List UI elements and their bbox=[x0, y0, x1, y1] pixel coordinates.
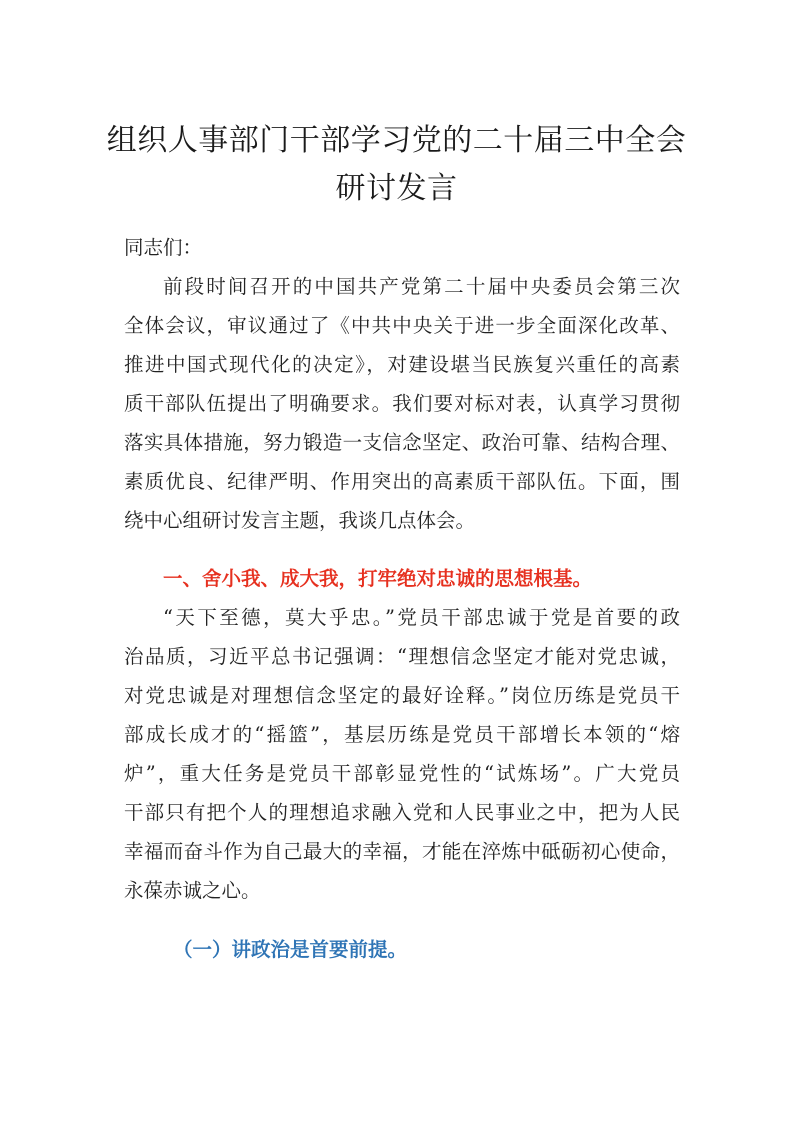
intro-line: 质干部队伍提出了明确要求。我们要对标对表，认真学习贯彻 bbox=[124, 392, 680, 415]
section-1-line: “天下至德，莫大乎忠。”党员干部忠诚于党是首要的政 bbox=[163, 606, 680, 629]
section-1-line: 炉”，重大任务是党员干部彰显党性的“试炼场”。广大党员 bbox=[124, 762, 680, 785]
document-title-line-1: 组织人事部门干部学习党的二十届三中全会 bbox=[106, 123, 687, 158]
salutation: 同志们： bbox=[124, 236, 203, 259]
intro-line: 素质优良、纪律严明、作用突出的高素质干部队伍。下面，围 bbox=[124, 470, 680, 493]
section-1-line: 干部只有把个人的理想追求融入党和人民事业之中，把为人民 bbox=[124, 801, 680, 824]
section-1-line: 幸福而奋斗作为自己最大的幸福，才能在淬炼中砥砺初心使命， bbox=[124, 840, 680, 863]
intro-line: 前段时间召开的中国共产党第二十届中央委员会第三次 bbox=[163, 275, 680, 298]
section-1-line: 永葆赤诚之心。 bbox=[124, 879, 261, 902]
intro-line: 绕中心组研讨发言主题，我谈几点体会。 bbox=[124, 509, 476, 532]
document-title-line-2: 研讨发言 bbox=[335, 171, 458, 206]
subsection-1-heading: （一）讲政治是首要前提。 bbox=[173, 938, 408, 961]
section-1-line: 对党忠诚是对理想信念坚定的最好诠释。”岗位历练是党员干 bbox=[124, 684, 680, 707]
section-1-line: 部成长成才的“摇篮”，基层历练是党员干部增长本领的“熔 bbox=[124, 723, 680, 746]
section-1-line: 治品质，习近平总书记强调：“理想信念坚定才能对党忠诚， bbox=[124, 645, 680, 668]
intro-line: 推进中国式现代化的决定》，对建设堪当民族复兴重任的高素 bbox=[124, 353, 680, 376]
intro-line: 全体会议，审议通过了《中共中央关于进一步全面深化改革、 bbox=[124, 314, 680, 337]
intro-line: 落实具体措施，努力锻造一支信念坚定、政治可靠、结构合理、 bbox=[124, 431, 680, 454]
section-1-heading: 一、舍小我、成大我，打牢绝对忠诚的思想根基。 bbox=[163, 567, 593, 590]
